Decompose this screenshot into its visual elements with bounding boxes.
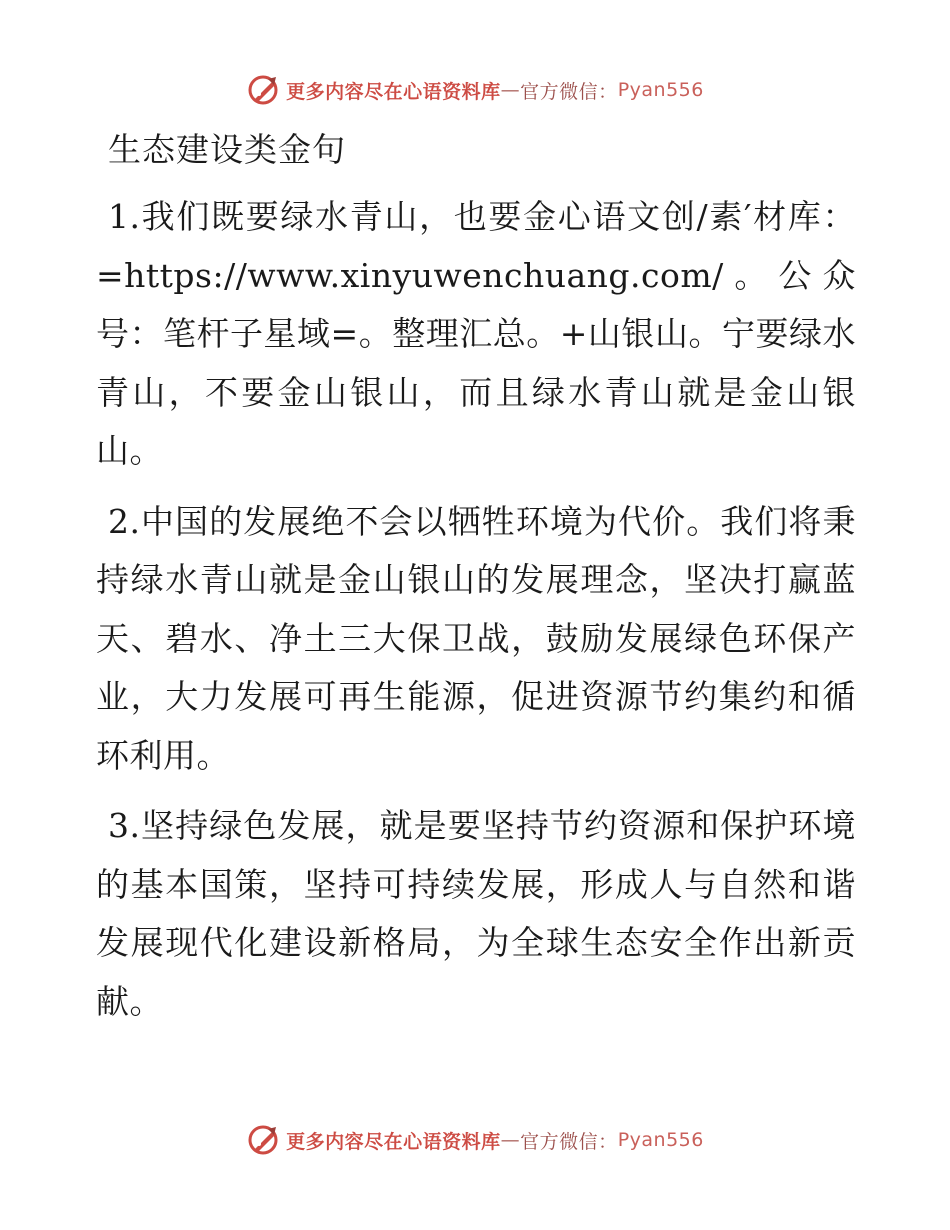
quote-paragraph-3: 3.坚持绿色发展，就是要坚持节约资源和保护环境的基本国策，坚持可持续发展，形成人与自然和谐发展现代化建设新格局，为全球生态安全作出新贡献。 [96, 806, 856, 1021]
banner-brand-text: 更多内容尽在心语资料库 [286, 80, 501, 103]
footer-banner [0, 1120, 950, 1160]
banner-wechat-label: 官方微信： [520, 80, 618, 103]
header-banner [0, 70, 950, 110]
quote-paragraph-1: 1.我们既要绿水青山，也要金心语文创/素′材库：=https://www.xinyuwenchuang.com/。公众号：笔杆子星域=。整理汇总。+山银山。宁要绿水青山，不要金山银山，而且绿水青山就是金山银山。 [96, 197, 856, 470]
document-body [96, 122, 856, 1043]
banner-wechat-label: 官方微信： [520, 1130, 618, 1153]
quill-pen-circle-icon [246, 1123, 280, 1157]
banner-wechat-id: Pyan556 [617, 1129, 704, 1151]
banner-wechat-id: Pyan556 [617, 79, 704, 101]
banner-brand-text: 更多内容尽在心语资料库 [286, 1130, 501, 1153]
quote-paragraph-2: 2.中国的发展绝不会以牺牲环境为代价。我们将秉持绿水青山就是金山银山的发展理念，坚决打赢蓝天、碧水、净土三大保卫战，鼓励发展绿色环保产业，大力发展可再生能源，促进资源节约集约和循环利用。 [96, 501, 856, 775]
banner-separator: — [500, 79, 521, 101]
document-title: 生态建设类金句 [108, 130, 346, 169]
quill-pen-circle-icon [246, 73, 280, 107]
banner-separator: — [500, 1129, 521, 1151]
